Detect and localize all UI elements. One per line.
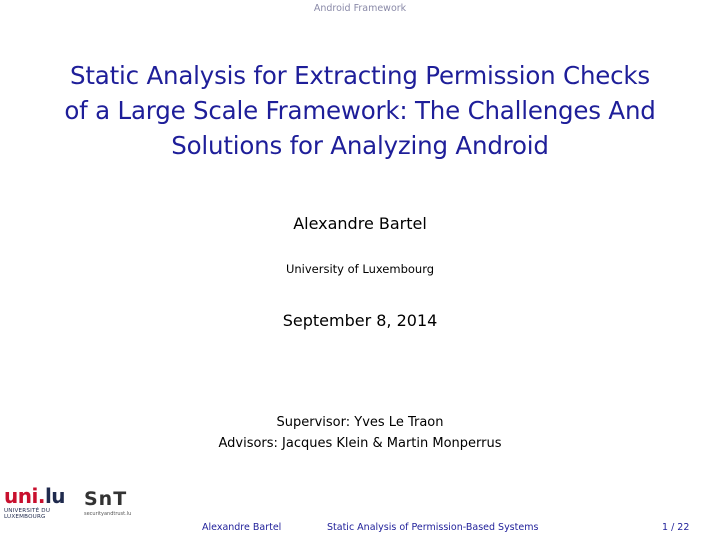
presentation-title (40, 58, 680, 163)
university-logo-mark (4, 485, 66, 507)
logo-uni-dark: lu (44, 484, 66, 508)
title-line-3: Solutions for Analyzing Android (171, 131, 549, 160)
logo-text-line-2: LUXEMBOURG (4, 514, 46, 521)
logo-uni-red: uni (4, 484, 38, 508)
snt-logo-text: securityandtrust.lu (84, 511, 132, 517)
footer-page-number: 1 / 22 (662, 522, 690, 533)
title-line-2: of a Large Scale Framework: The Challenges And (64, 96, 656, 125)
advisors-line: Advisors: Jacques Klein & Martin Monperrus (218, 436, 502, 451)
snt-logo (84, 488, 140, 524)
title-line-1: Static Analysis for Extracting Permission Checks (70, 61, 650, 90)
footer-bar (0, 522, 720, 538)
logo-uni-dot: . (37, 484, 45, 508)
supervision-block (0, 412, 720, 454)
university-logo-text (4, 508, 66, 521)
logo-text-line-1: UNIVERSITÉ DU (4, 508, 51, 514)
footer-title[interactable]: Static Analysis of Permission-Based Systems (327, 522, 539, 533)
header-section-title: Android Framework (313, 3, 407, 14)
presentation-date: September 8, 2014 (282, 311, 438, 330)
supervisor-line: Supervisor: Yves Le Traon (276, 415, 444, 430)
footer-author[interactable]: Alexandre Bartel (202, 522, 282, 533)
author-name: Alexandre Bartel (293, 214, 427, 233)
institute: University of Luxembourg (285, 262, 435, 276)
snt-logo-mark: SnT (84, 488, 128, 510)
